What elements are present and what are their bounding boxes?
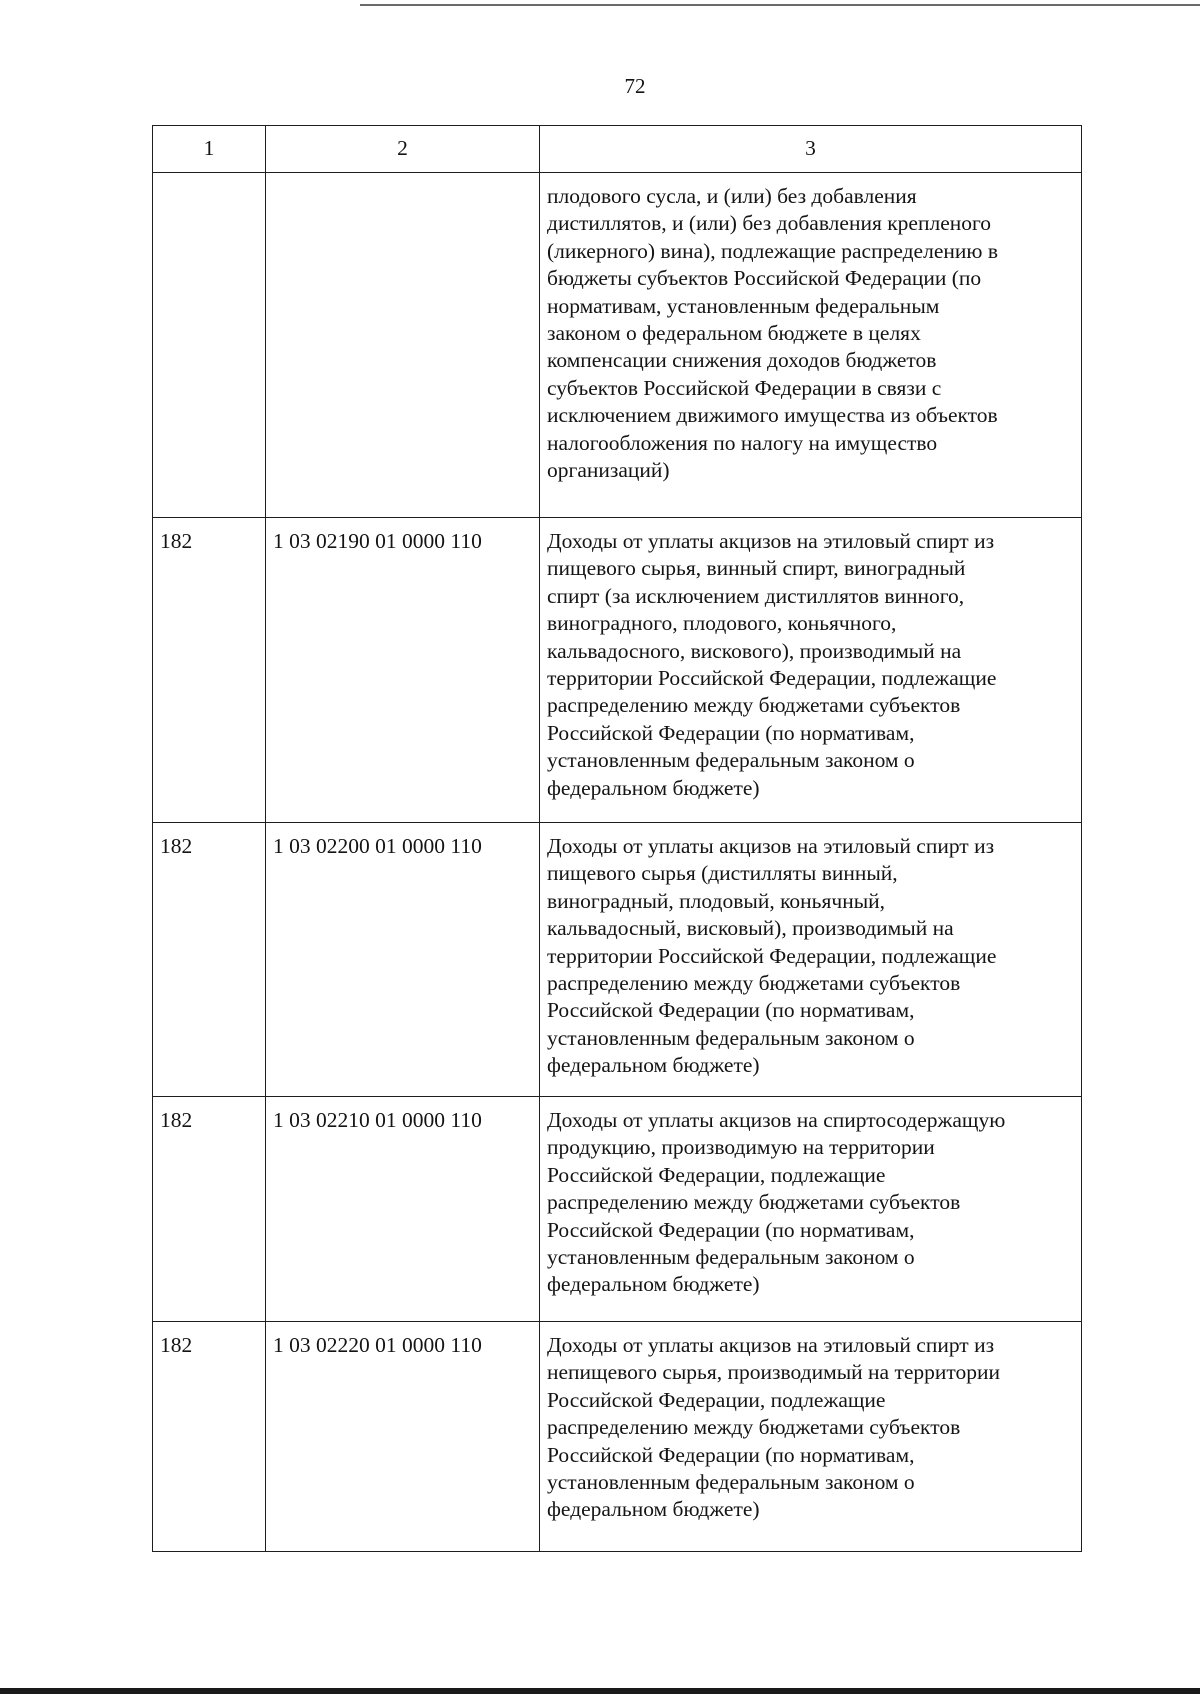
cell-description: Доходы от уплаты акцизов на этиловый спирт из пищевого сырья (дистилляты винный, виноградный, плодовый, коньячный, кальвадосный, висковый), производимый на территории Российской Федерации, подлежащие распределению между бюджетами субъектов Российской Федерации (по нормативам, установленным федеральным законом о федеральном бюджете) bbox=[540, 823, 1082, 1097]
page-number: 72 bbox=[624, 74, 646, 98]
cell-admin-code: 182 bbox=[153, 823, 266, 1097]
table-row bbox=[153, 823, 1082, 1097]
table-row bbox=[153, 518, 1082, 823]
cell-code-empty bbox=[153, 173, 266, 518]
cell-admin-code: 182 bbox=[153, 1322, 266, 1552]
column-header-1: 1 bbox=[153, 126, 266, 173]
cell-description: Доходы от уплаты акцизов на этиловый спирт из пищевого сырья, винный спирт, виноградный спирт (за исключением дистиллятов винного, виноградного, плодового, коньячного, кальвадосного, вискового), производимый на территории Российской Федерации, подлежащие распределению между бюджетами субъектов Российской Федерации (по нормативам, установленным федеральным законом о федеральном бюджете) bbox=[540, 518, 1082, 823]
cell-description: плодового сусла, и (или) без добавления дистиллятов, и (или) без добавления крепленого (ликерного) вина), подлежащие распределению в бюджеты субъектов Российской Федерации (по нормативам, установленным федеральным законом о федеральном бюджете в целях компенсации снижения доходов бюджетов субъектов Российской Федерации в связи с исключением движимого имущества из объектов налогообложения по налогу на имущество организаций) bbox=[540, 173, 1082, 518]
cell-description: Доходы от уплаты акцизов на спиртосодержащую продукцию, производимую на территории Российской Федерации, подлежащие распределению между бюджетами субъектов Российской Федерации (по нормативам, установленным федеральным законом о федеральном бюджете) bbox=[540, 1097, 1082, 1322]
cell-kbk-empty bbox=[266, 173, 540, 518]
scan-edge-line bbox=[360, 4, 1200, 6]
table-header-row bbox=[153, 126, 1082, 173]
table-row-continuation bbox=[153, 173, 1082, 518]
scan-edge-line bbox=[0, 1688, 1200, 1694]
column-header-2: 2 bbox=[266, 126, 540, 173]
cell-admin-code: 182 bbox=[153, 1097, 266, 1322]
column-header-3: 3 bbox=[540, 126, 1082, 173]
table-row bbox=[153, 1322, 1082, 1552]
cell-kbk: 1 03 02210 01 0000 110 bbox=[266, 1097, 540, 1322]
cell-kbk: 1 03 02200 01 0000 110 bbox=[266, 823, 540, 1097]
table-row bbox=[153, 1097, 1082, 1322]
cell-kbk: 1 03 02190 01 0000 110 bbox=[266, 518, 540, 823]
cell-kbk: 1 03 02220 01 0000 110 bbox=[266, 1322, 540, 1552]
cell-admin-code: 182 bbox=[153, 518, 266, 823]
cell-description: Доходы от уплаты акцизов на этиловый спирт из непищевого сырья, производимый на территории Российской Федерации, подлежащие распределению между бюджетами субъектов Российской Федерации (по нормативам, установленным федеральным законом о федеральном бюджете) bbox=[540, 1322, 1082, 1552]
revenue-classification-table bbox=[152, 125, 1082, 1552]
